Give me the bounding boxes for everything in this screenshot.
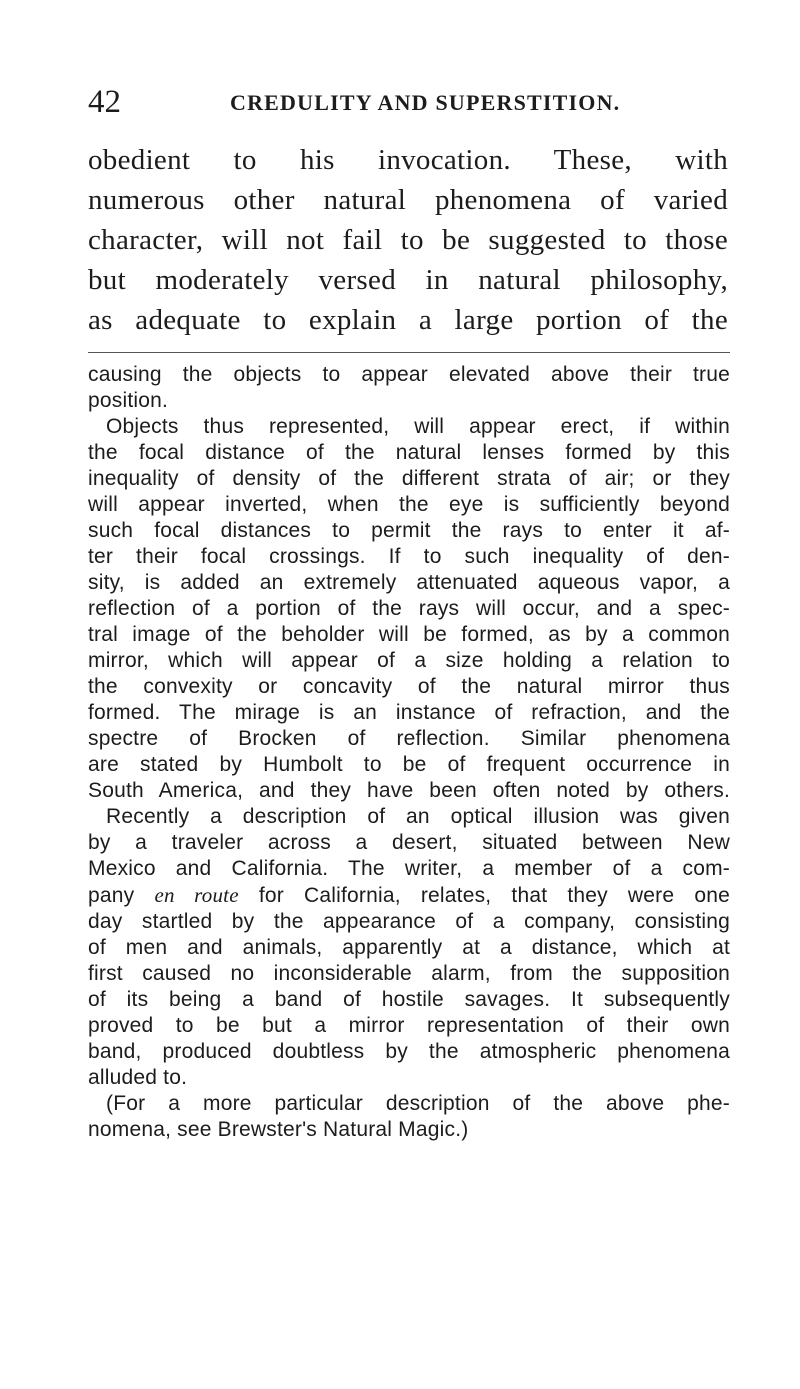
running-head: CREDULITY AND SUPERSTITION. (230, 90, 621, 115)
text-line: but moderately versed in natural philosophy, (88, 264, 728, 296)
note-line: inequality of density of the different strata of air; or they (88, 467, 730, 490)
footnote-divider (88, 352, 730, 353)
note-line: of its being a band of hostile savages. It subsequently (88, 988, 730, 1011)
note-line: mirror, which will appear of a size holding a relation to (88, 649, 730, 672)
note-line: band, produced doubtless by the atmospheric phenomena (88, 1040, 730, 1063)
note-line: Objects thus represented, will appear erect, if within (106, 415, 730, 438)
note-line: alluded to. (88, 1066, 188, 1089)
note-line: first caused no inconsiderable alarm, from the supposition (88, 962, 730, 985)
note-line: day startled by the appearance of a company, consisting (88, 910, 730, 933)
note-line: causing the objects to appear elevated above their true (88, 363, 730, 386)
note-line: ter their focal crossings. If to such inequality of den- (88, 545, 730, 568)
note-line: tral image of the beholder will be formed, as by a common (88, 623, 730, 646)
note-line: by a traveler across a desert, situated between New (88, 831, 730, 854)
note-line: reflection of a portion of the rays will occur, and a spec- (88, 597, 730, 620)
note-line-italic (88, 882, 730, 909)
text-line: numerous other natural phenomena of varied (88, 184, 728, 216)
italic-phrase: en route (154, 883, 239, 907)
text-line: character, will not fail to be suggested to those (88, 224, 728, 256)
note-line: nomena, see Brewster's Natural Magic.) (88, 1118, 469, 1141)
note-line: the focal distance of the natural lenses formed by this (88, 441, 730, 464)
note-line: sity, is added an extremely attenuated aqueous vapor, a (88, 571, 730, 594)
note-text: for California, relates, that they were one (258, 884, 730, 907)
note-line: position. (88, 389, 169, 412)
note-line: such focal distances to permit the rays to enter it af- (88, 519, 730, 542)
note-line: of men and animals, apparently at a distance, which at (88, 936, 730, 959)
note-text: pany (88, 884, 135, 907)
note-line: South America, and they have been often noted by others. (88, 779, 730, 802)
note-line: will appear inverted, when the eye is sufficiently beyond (88, 493, 730, 516)
page-number: 42 (88, 84, 121, 120)
note-line: are stated by Humbolt to be of frequent occurrence in (88, 753, 730, 776)
note-line: spectre of Brocken of reflection. Similar phenomena (88, 727, 730, 750)
note-line: (For a more particular description of the above phe- (106, 1092, 730, 1115)
note-line: Mexico and California. The writer, a member of a com- (88, 857, 730, 880)
note-line: formed. The mirage is an instance of refraction, and the (88, 701, 730, 724)
footnote (88, 362, 730, 1143)
text-line: obedient to his invocation. These, with (88, 144, 728, 176)
note-line: proved to be but a mirror representation of their own (88, 1014, 730, 1037)
note-line: the convexity or concavity of the natural mirror thus (88, 675, 730, 698)
main-text (88, 140, 728, 340)
text-line: as adequate to explain a large portion of the (88, 304, 728, 336)
note-line: Recently a description of an optical illusion was given (106, 805, 730, 828)
page-header (88, 84, 728, 124)
